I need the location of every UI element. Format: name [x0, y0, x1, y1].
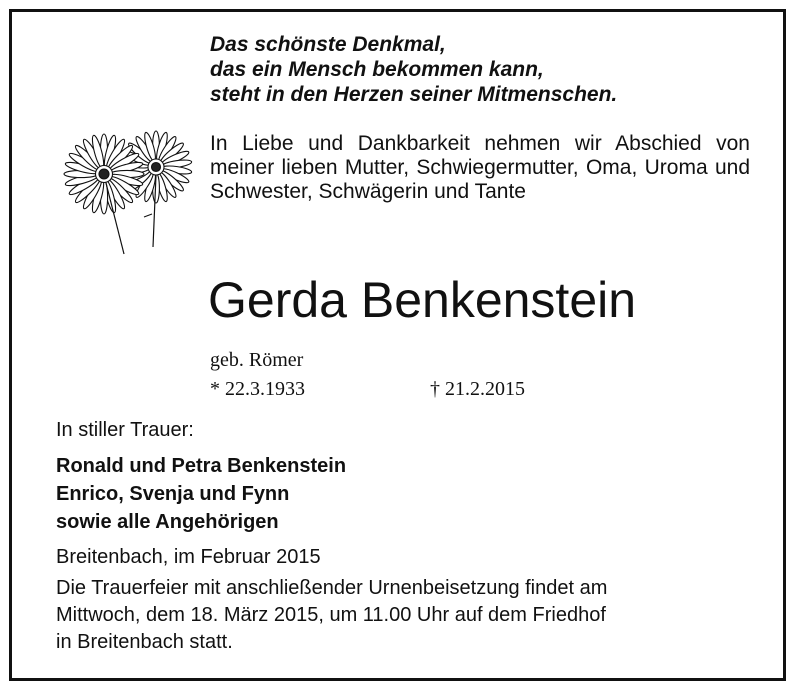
funeral-info — [56, 575, 756, 656]
motto-line: Das schönste Denkmal, — [210, 33, 446, 56]
maiden-name: geb. Römer — [210, 349, 304, 371]
place-date: Breitenbach, im Februar 2015 — [56, 546, 321, 568]
funeral-line: in Breitenbach statt. — [56, 631, 233, 653]
motto — [210, 32, 617, 107]
motto-line: steht in den Herzen seiner Mitmenschen. — [210, 83, 618, 106]
family-list — [56, 452, 346, 536]
mourning-label: In stiller Trauer: — [56, 419, 194, 441]
funeral-line: Mittwoch, dem 18. März 2015, um 11.00 Uhr auf dem Friedhof — [56, 604, 606, 626]
obituary-notice — [9, 9, 786, 681]
death-date: † 21.2.2015 — [430, 378, 525, 400]
daisy-flowers-icon — [56, 122, 216, 257]
family-line: Enrico, Svenja und Fynn — [56, 483, 290, 505]
deceased-name: Gerda Benkenstein — [208, 272, 637, 328]
funeral-line: Die Trauerfeier mit anschließender Urnenbeisetzung findet am — [56, 577, 608, 599]
family-line: sowie alle Angehörigen — [56, 511, 279, 533]
motto-line: das ein Mensch bekommen kann, — [210, 58, 544, 81]
birth-date: * 22.3.1933 — [210, 378, 305, 400]
intro-text: In Liebe und Dankbarkeit nehmen wir Abschied von meiner lieben Mutter, Schwiegermutter, Oma, Uroma und Schwester, Schwägerin und Tante — [210, 132, 750, 203]
family-line: Ronald und Petra Benkenstein — [56, 455, 347, 477]
